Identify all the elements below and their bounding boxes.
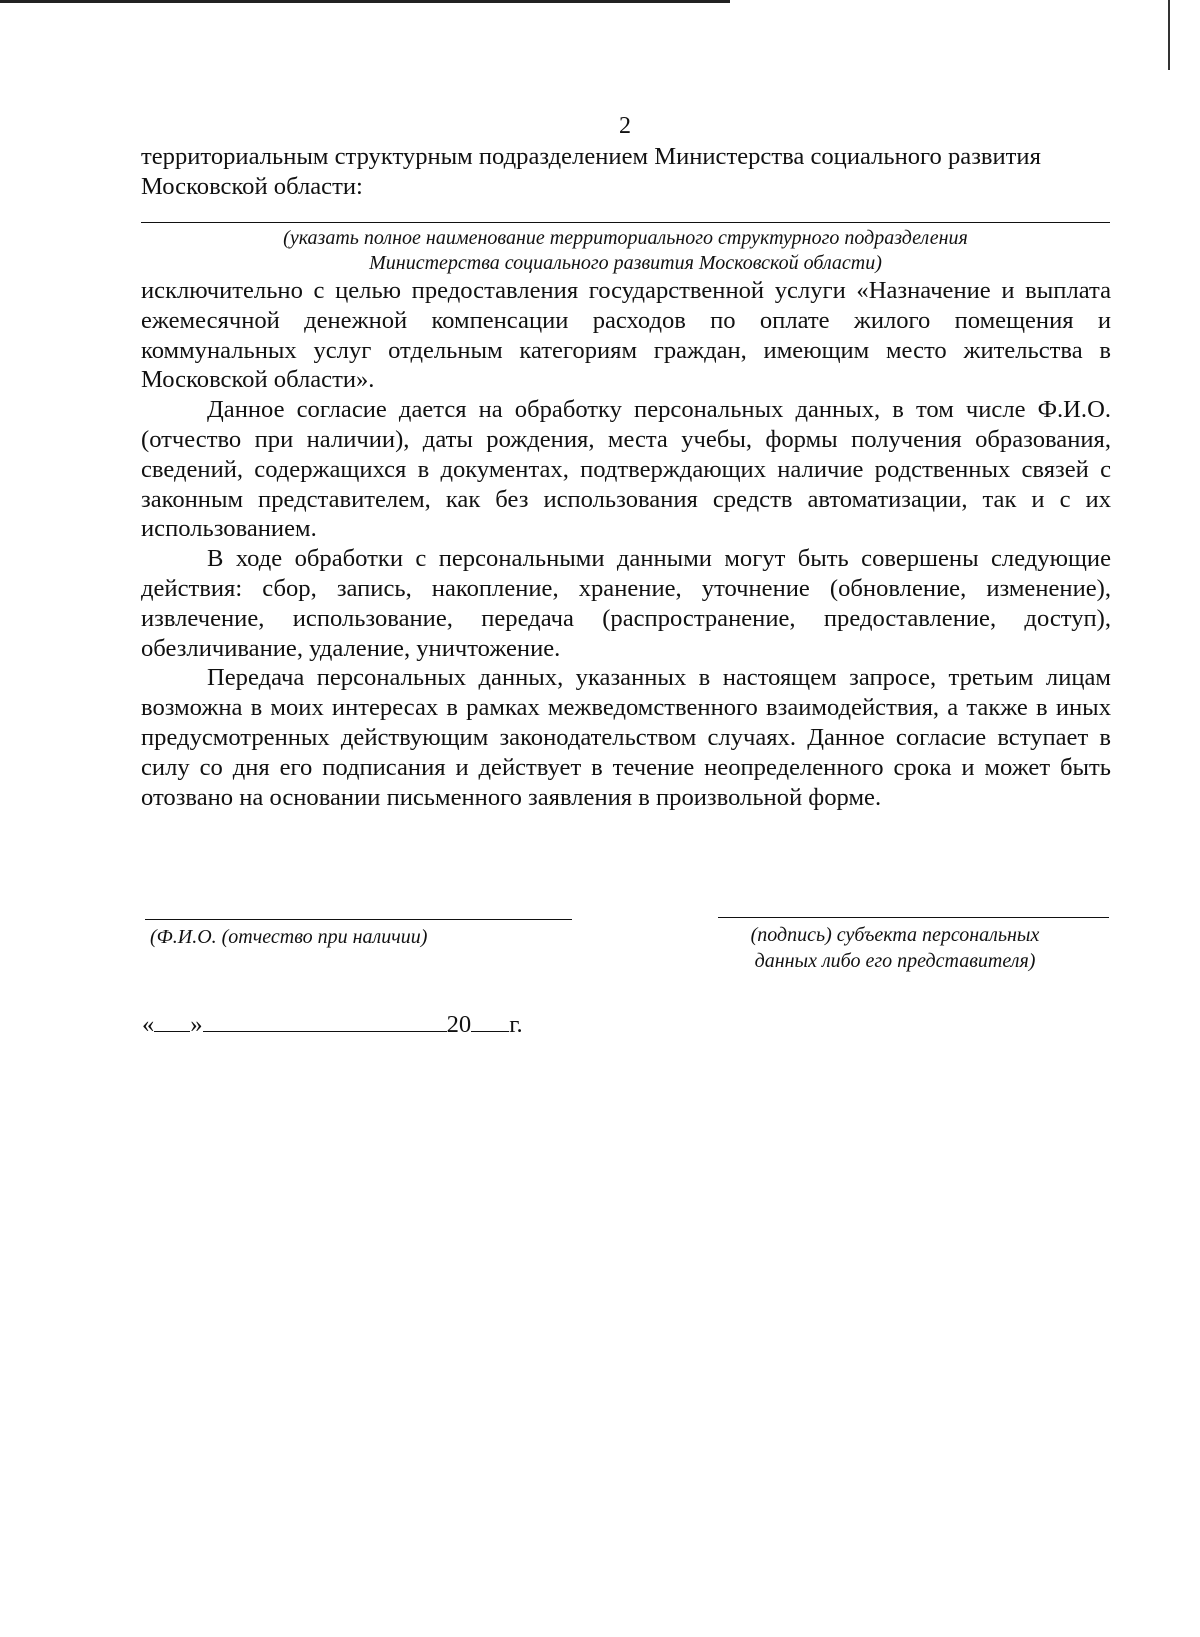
page-number: 2 — [619, 113, 631, 139]
date-year-blank — [471, 1009, 509, 1032]
date-row — [142, 1009, 523, 1040]
name-caption: (Ф.И.О. (отчество при наличии) — [150, 926, 428, 948]
org-name-hint-line-2: Министерства социального развития Московской области) — [369, 252, 882, 274]
org-name-fill-line — [141, 222, 1110, 223]
paragraph-transfer: Передача персональных данных, указанных в настоящем запросе, третьим лицам возможна в моих интересах в рамках межведомственного взаимодействия, а также в иных предусмотренных действующим законодательством случаях. Данное согласие вступает в силу со дня его подписания и действует в течение неопределенного срока и может быть отозвано на основании письменного заявления в произвольной форме. — [141, 664, 1111, 811]
signature-line — [718, 917, 1109, 918]
date-day-blank — [154, 1009, 190, 1032]
org-name-hint-line-1: (указать полное наименование территориального структурного подразделения — [283, 227, 968, 249]
scan-edge-right — [1168, 0, 1170, 70]
intro-paragraph — [141, 142, 1111, 202]
signature-caption-line-1: (подпись) субъекта персональных — [750, 924, 1040, 946]
date-open-quote: « — [142, 1011, 155, 1038]
paragraph-purpose: исключительно с целью предоставления государственной услуги «Назначение и выплата ежемесячной денежной компенсации расходов по оплате жилого помещения и коммунальных услуг отдельным категориям граждан, имеющим место жительства в Московской области». — [141, 277, 1111, 394]
paragraph-data-scope: Данное согласие дается на обработку персональных данных, в том числе Ф.И.О. (отчество при наличии), даты рождения, места учебы, формы получения образования, сведений, содержащихся в документах, подтверждающих наличие родственных связей с законным представителем, как без использования средств автоматизации, так и с их использованием. — [141, 396, 1111, 543]
date-month-blank — [203, 1009, 447, 1032]
org-name-hint — [141, 226, 1110, 276]
intro-text: территориальным структурным подразделением Министерства социального развития Московской области: — [141, 143, 1041, 200]
scan-edge-top — [0, 0, 730, 3]
date-century: 20 — [446, 1011, 472, 1038]
signature-caption — [700, 922, 1090, 974]
consent-body — [141, 276, 1111, 812]
date-close-quote: » — [190, 1011, 203, 1038]
date-year-suffix: г. — [509, 1011, 523, 1038]
paragraph-actions: В ходе обработки с персональными данными могут быть совершены следующие действия: сбор, запись, накопление, хранение, уточнение (обновление, изменение), извлечение, использование, передача (распространение, предоставление, доступ), обезличивание, удаление, уничтожение. — [141, 545, 1111, 662]
signature-caption-line-2: данных либо его представителя) — [754, 950, 1036, 972]
name-signature-line — [145, 919, 572, 920]
